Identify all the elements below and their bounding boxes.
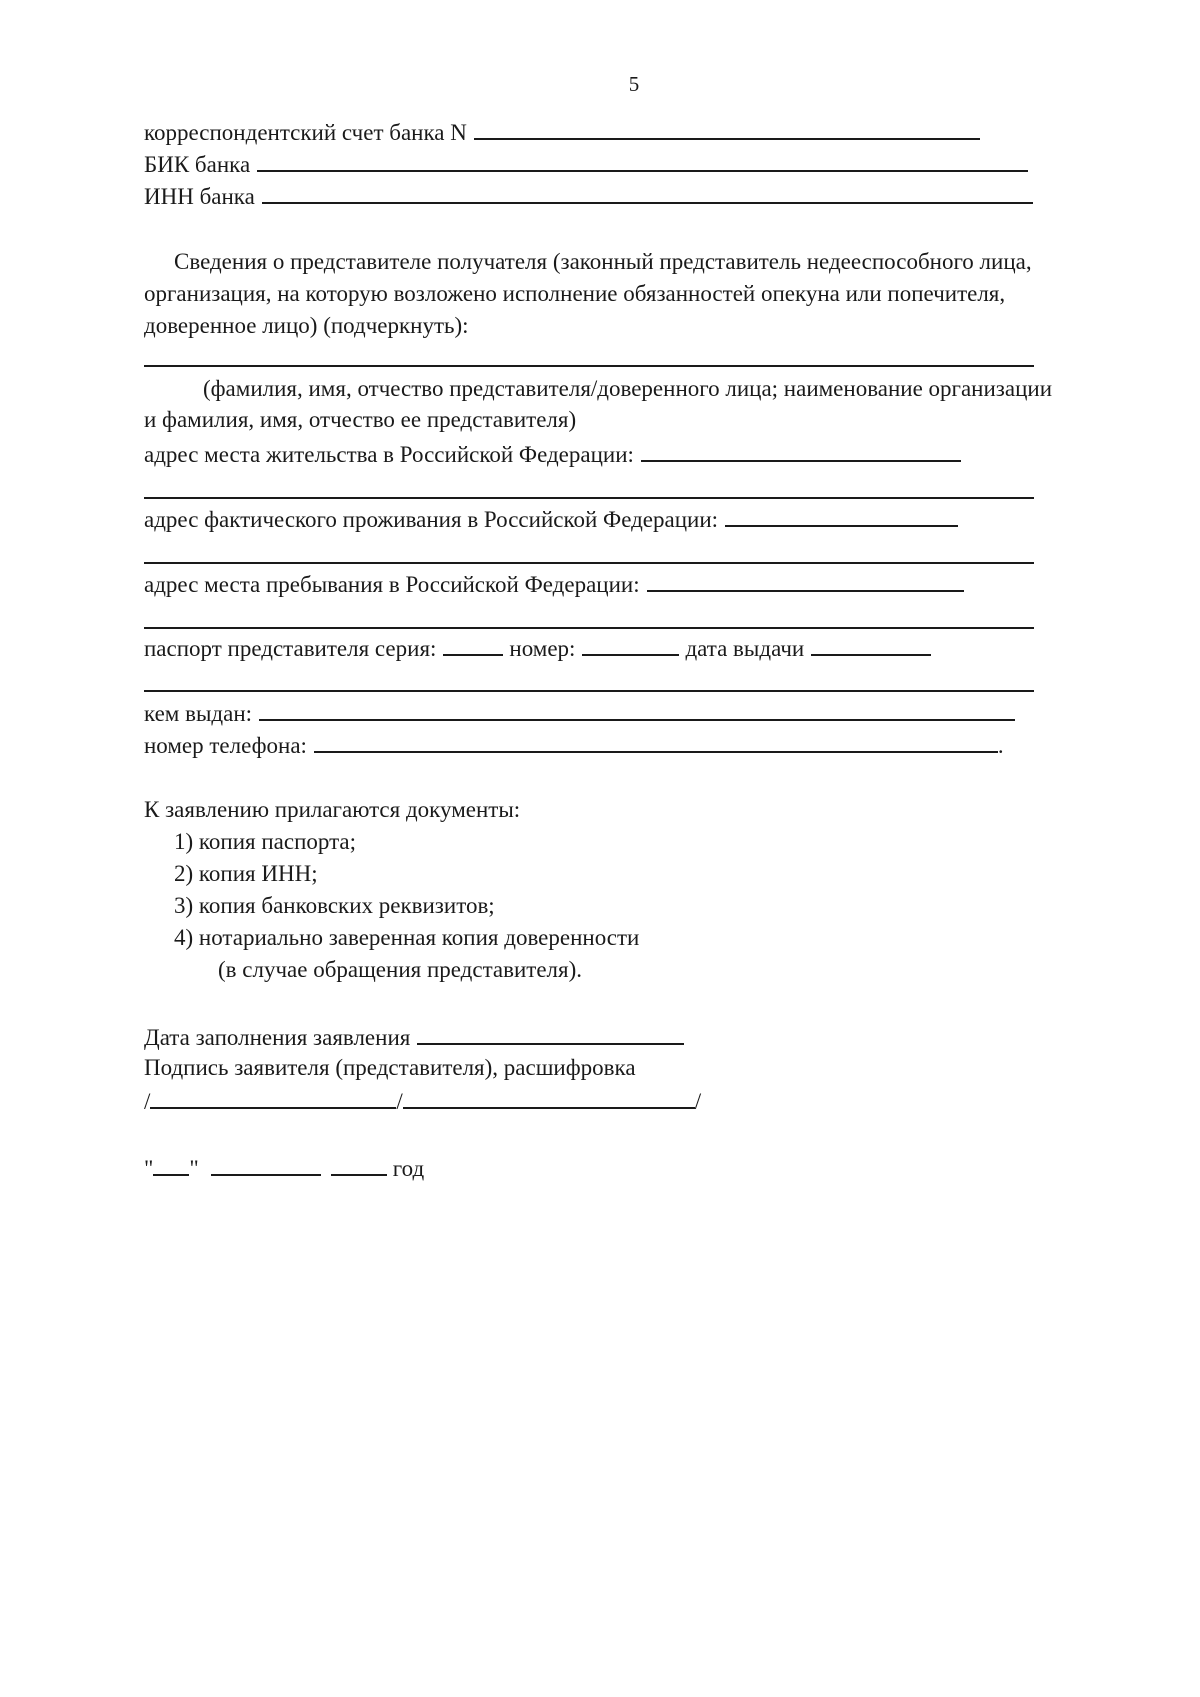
signature-field[interactable] — [150, 1085, 396, 1109]
residence-field[interactable] — [641, 438, 961, 462]
stay-address-field-continued[interactable] — [144, 627, 1034, 629]
attachment-item: 2) копия ИНН; — [174, 861, 318, 886]
corr-account-line — [144, 116, 980, 146]
quote-open: " — [144, 1156, 154, 1181]
signature-line — [144, 1085, 701, 1115]
inn-line — [144, 180, 1033, 210]
month-field[interactable] — [211, 1152, 321, 1176]
bik-line — [144, 148, 1028, 178]
rep-intro-line-1: Сведения о представителе получателя (законный представитель недееспособного лица, — [174, 249, 1032, 274]
rep-caption-line-1: (фамилия, имя, отчество представителя/доверенного лица; наименование организации — [203, 376, 1053, 401]
passport-series-field[interactable] — [443, 632, 503, 656]
stay-address-label: адрес места пребывания в Российской Федерации: — [144, 572, 640, 597]
signature-decoding-field[interactable] — [403, 1085, 695, 1109]
quote-close: " — [189, 1156, 199, 1181]
rep-intro-line-2: организация, на которую возложено исполнение обязанностей опекуна или попечителя, — [144, 281, 1006, 306]
slash: / — [396, 1089, 403, 1114]
attachment-note: (в случае обращения представителя). — [218, 957, 583, 982]
year-label: год — [392, 1156, 425, 1181]
passport-field-continued[interactable] — [144, 690, 1034, 692]
corr-account-field[interactable] — [474, 116, 980, 140]
residence-field-continued[interactable] — [144, 497, 1034, 499]
year-field[interactable] — [331, 1152, 387, 1176]
fill-date-label: Дата заполнения заявления — [144, 1025, 411, 1050]
rep-caption-line-2: и фамилия, имя, отчество ее представителя) — [144, 407, 577, 432]
fill-date-field[interactable] — [417, 1021, 684, 1045]
issued-by-field[interactable] — [259, 697, 1015, 721]
passport-number-field[interactable] — [582, 632, 679, 656]
bik-field[interactable] — [257, 148, 1028, 172]
rep-intro-line-3: доверенное лицо) (подчеркнуть): — [144, 313, 469, 338]
passport-date-field[interactable] — [811, 632, 931, 656]
stay-address-field[interactable] — [647, 568, 964, 592]
issued-by-line — [144, 697, 1015, 727]
attachment-item: 1) копия паспорта; — [174, 829, 357, 854]
stay-address-line — [144, 568, 964, 598]
fill-date-line — [144, 1021, 684, 1051]
slash: / — [694, 1089, 702, 1114]
passport-line — [144, 632, 931, 662]
signature-label-line: Подпись заявителя (представителя), расшифровка — [144, 1055, 636, 1080]
inn-label: ИНН банка — [144, 184, 255, 209]
attachment-item: 4) нотариально заверенная копия доверенности — [174, 925, 640, 950]
rep-name-field[interactable] — [144, 365, 1034, 367]
attachment-item: 3) копия банковских реквизитов; — [174, 893, 495, 918]
passport-series-label: паспорт представителя серия: — [144, 636, 437, 661]
actual-address-line — [144, 503, 958, 533]
passport-date-label: дата выдачи — [685, 636, 805, 661]
inn-field[interactable] — [262, 180, 1033, 204]
slash: / — [144, 1089, 151, 1114]
residence-label: адрес места жительства в Российской Федерации: — [144, 442, 634, 467]
day-field[interactable] — [153, 1152, 189, 1176]
corr-account-label: корреспондентский счет банка N — [144, 120, 467, 145]
issued-by-label: кем выдан: — [144, 701, 253, 726]
attachments-heading: К заявлению прилагаются документы: — [144, 797, 521, 822]
actual-address-label: адрес фактического проживания в Российской Федерации: — [144, 507, 719, 532]
phone-line — [144, 729, 1004, 759]
page-number: 5 — [628, 72, 640, 96]
phone-field[interactable] — [314, 729, 998, 753]
phone-label: номер телефона: — [144, 733, 307, 758]
passport-number-label: номер: — [509, 636, 576, 661]
bik-label: БИК банка — [144, 152, 251, 177]
residence-line — [144, 438, 961, 468]
date-line — [144, 1152, 424, 1182]
actual-address-field[interactable] — [725, 503, 958, 527]
actual-address-field-continued[interactable] — [144, 562, 1034, 564]
phone-end-period: . — [997, 733, 1004, 758]
